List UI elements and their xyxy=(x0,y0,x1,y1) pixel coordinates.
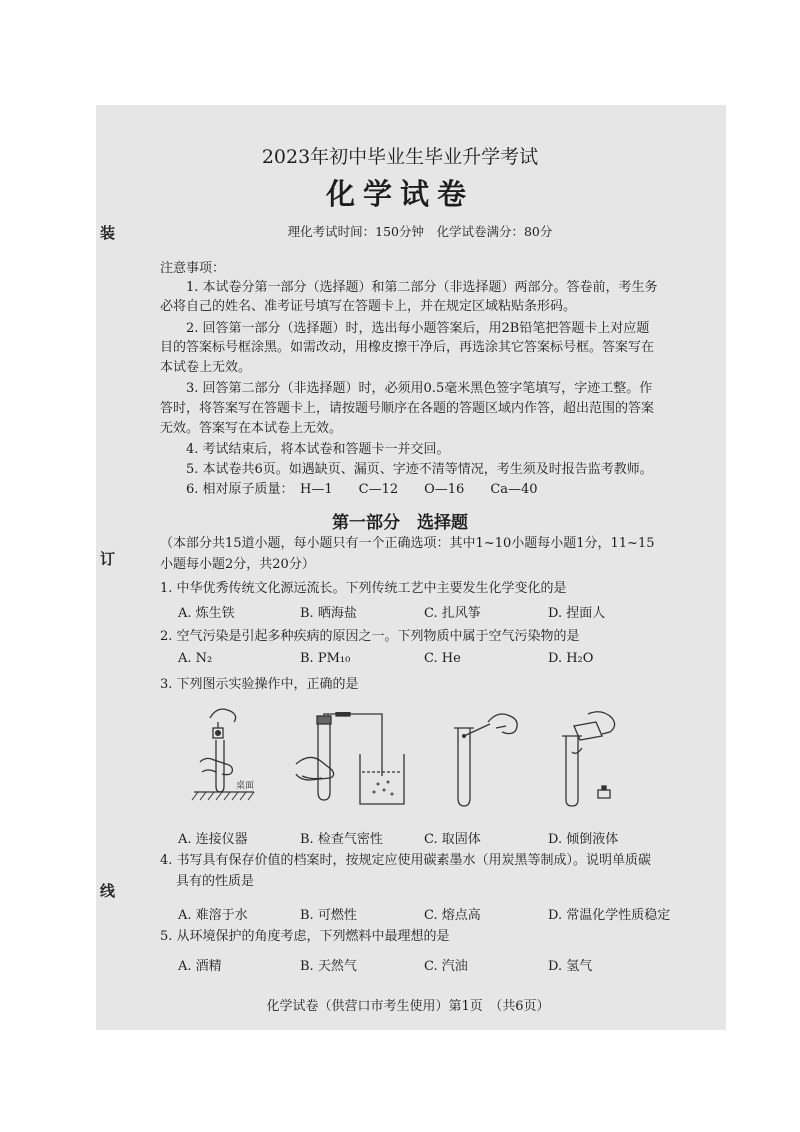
q4-option-a[interactable]: A. 难溶于水 xyxy=(178,908,248,923)
notice-line: 无效。答案写在本试卷上无效。 xyxy=(160,421,343,436)
notice-line: 2. 回答第一部分（选择题）时，选出每小题答案后，用2B铅笔把答题卡上对应题 xyxy=(186,321,650,336)
binding-mark-ding: 订 xyxy=(100,550,116,568)
notice-line: 4. 考试结束后，将本试卷和答题卡一并交回。 xyxy=(186,442,450,457)
notice-line: 目的答案标号框涂黑。如需改动，用橡皮擦干净后，再选涂其它答案标号框。答案写在 xyxy=(160,340,655,355)
q1-option-c[interactable]: C. 扎风筝 xyxy=(424,606,481,621)
notice-line: 答时，将答案写在答题卡上，请按题号顺序在各题的答题区域内作答，超出范围的答案 xyxy=(160,401,655,416)
figure-c-take-solid xyxy=(450,706,530,811)
section-intro: （本部分共15道小题，每小题只有一个正确选项：其中1~10小题每小题1分，11~15 xyxy=(160,536,655,551)
notice-line: 必将自己的姓名、准考证号填写在答题卡上，并在规定区域粘贴条形码。 xyxy=(160,299,577,314)
q2-option-b[interactable]: B. PM₁₀ xyxy=(300,651,351,666)
notice-line: 1. 本试卷分第一部分（选择题）和第二部分（非选择题）两部分。答卷前，考生务 xyxy=(186,280,658,295)
q4-option-b[interactable]: B. 可燃性 xyxy=(300,908,357,923)
subject-title: 化学试卷 xyxy=(325,177,474,211)
q4-option-d[interactable]: D. 常温化学性质稳定 xyxy=(548,908,671,923)
q2-option-a[interactable]: A. N₂ xyxy=(178,651,213,666)
q2-option-c[interactable]: C. He xyxy=(424,651,461,666)
notice-line: 本试卷上无效。 xyxy=(160,360,252,375)
q5-option-d[interactable]: D. 氢气 xyxy=(548,959,593,974)
question-1-stem: 1. 中华优秀传统文化源远流长。下列传统工艺中主要发生化学变化的是 xyxy=(160,581,567,596)
q2-option-d[interactable]: D. H₂O xyxy=(548,651,594,666)
question-4-stem: 4. 书写具有保存价值的档案时，按规定应使用碳素墨水（用炭黑等制成）。说明单质碳 xyxy=(160,853,652,868)
binding-mark-xian: 线 xyxy=(100,882,116,900)
q3-option-d[interactable]: D. 倾倒液体 xyxy=(548,832,619,847)
q1-option-a[interactable]: A. 炼生铁 xyxy=(178,606,235,621)
q4-option-c[interactable]: C. 熔点高 xyxy=(424,908,481,923)
q1-option-b[interactable]: B. 晒海盐 xyxy=(300,606,357,621)
figure-a-label: 桌面 xyxy=(236,781,255,791)
binding-mark-zhuang: 装 xyxy=(100,224,116,242)
section-intro: 小题每小题2分，共20分） xyxy=(160,557,315,572)
question-2-stem: 2. 空气污染是引起多种疾病的原因之一。下列物质中属于空气污染物的是 xyxy=(160,629,580,644)
question-4-stem-cont: 具有的性质是 xyxy=(176,874,255,889)
q3-option-a[interactable]: A. 连接仪器 xyxy=(178,832,248,847)
section-title: 第一部分 选择题 xyxy=(332,513,468,533)
figure-b-airtightness-check xyxy=(288,712,418,812)
question-5-stem: 5. 从环境保护的角度考虑，下列燃料中最理想的是 xyxy=(160,929,450,944)
q3-option-b[interactable]: B. 检查气密性 xyxy=(300,832,383,847)
q5-option-a[interactable]: A. 酒精 xyxy=(178,959,222,974)
figure-d-pour-liquid xyxy=(558,708,648,808)
notice-line: 5. 本试卷共6页。如遇缺页、漏页、字迹不清等情况，考生须及时报告监考教师。 xyxy=(186,462,653,477)
exam-title: 2023年初中毕业生毕业升学考试 xyxy=(261,146,539,168)
notice-heading: 注意事项： xyxy=(160,261,226,276)
q1-option-d[interactable]: D. 捏面人 xyxy=(548,606,606,621)
page-footer: 化学试卷（供营口市考生使用）第1页 （共6页） xyxy=(266,999,550,1014)
q5-option-c[interactable]: C. 汽油 xyxy=(424,959,468,974)
q3-option-c[interactable]: C. 取固体 xyxy=(424,832,481,847)
q5-option-b[interactable]: B. 天然气 xyxy=(300,959,357,974)
notice-line: 6. 相对原子质量： H—1 C—12 O—16 Ca—40 xyxy=(186,482,538,497)
question-3-stem: 3. 下列图示实验操作中，正确的是 xyxy=(160,677,359,692)
exam-meta: 理化考试时间：150分钟 化学试卷满分：80分 xyxy=(287,224,553,239)
figure-a-connect-apparatus xyxy=(180,700,270,815)
notice-line: 3. 回答第二部分（非选择题）时，必须用0.5毫米黑色签字笔填写，字迹工整。作 xyxy=(186,381,653,396)
